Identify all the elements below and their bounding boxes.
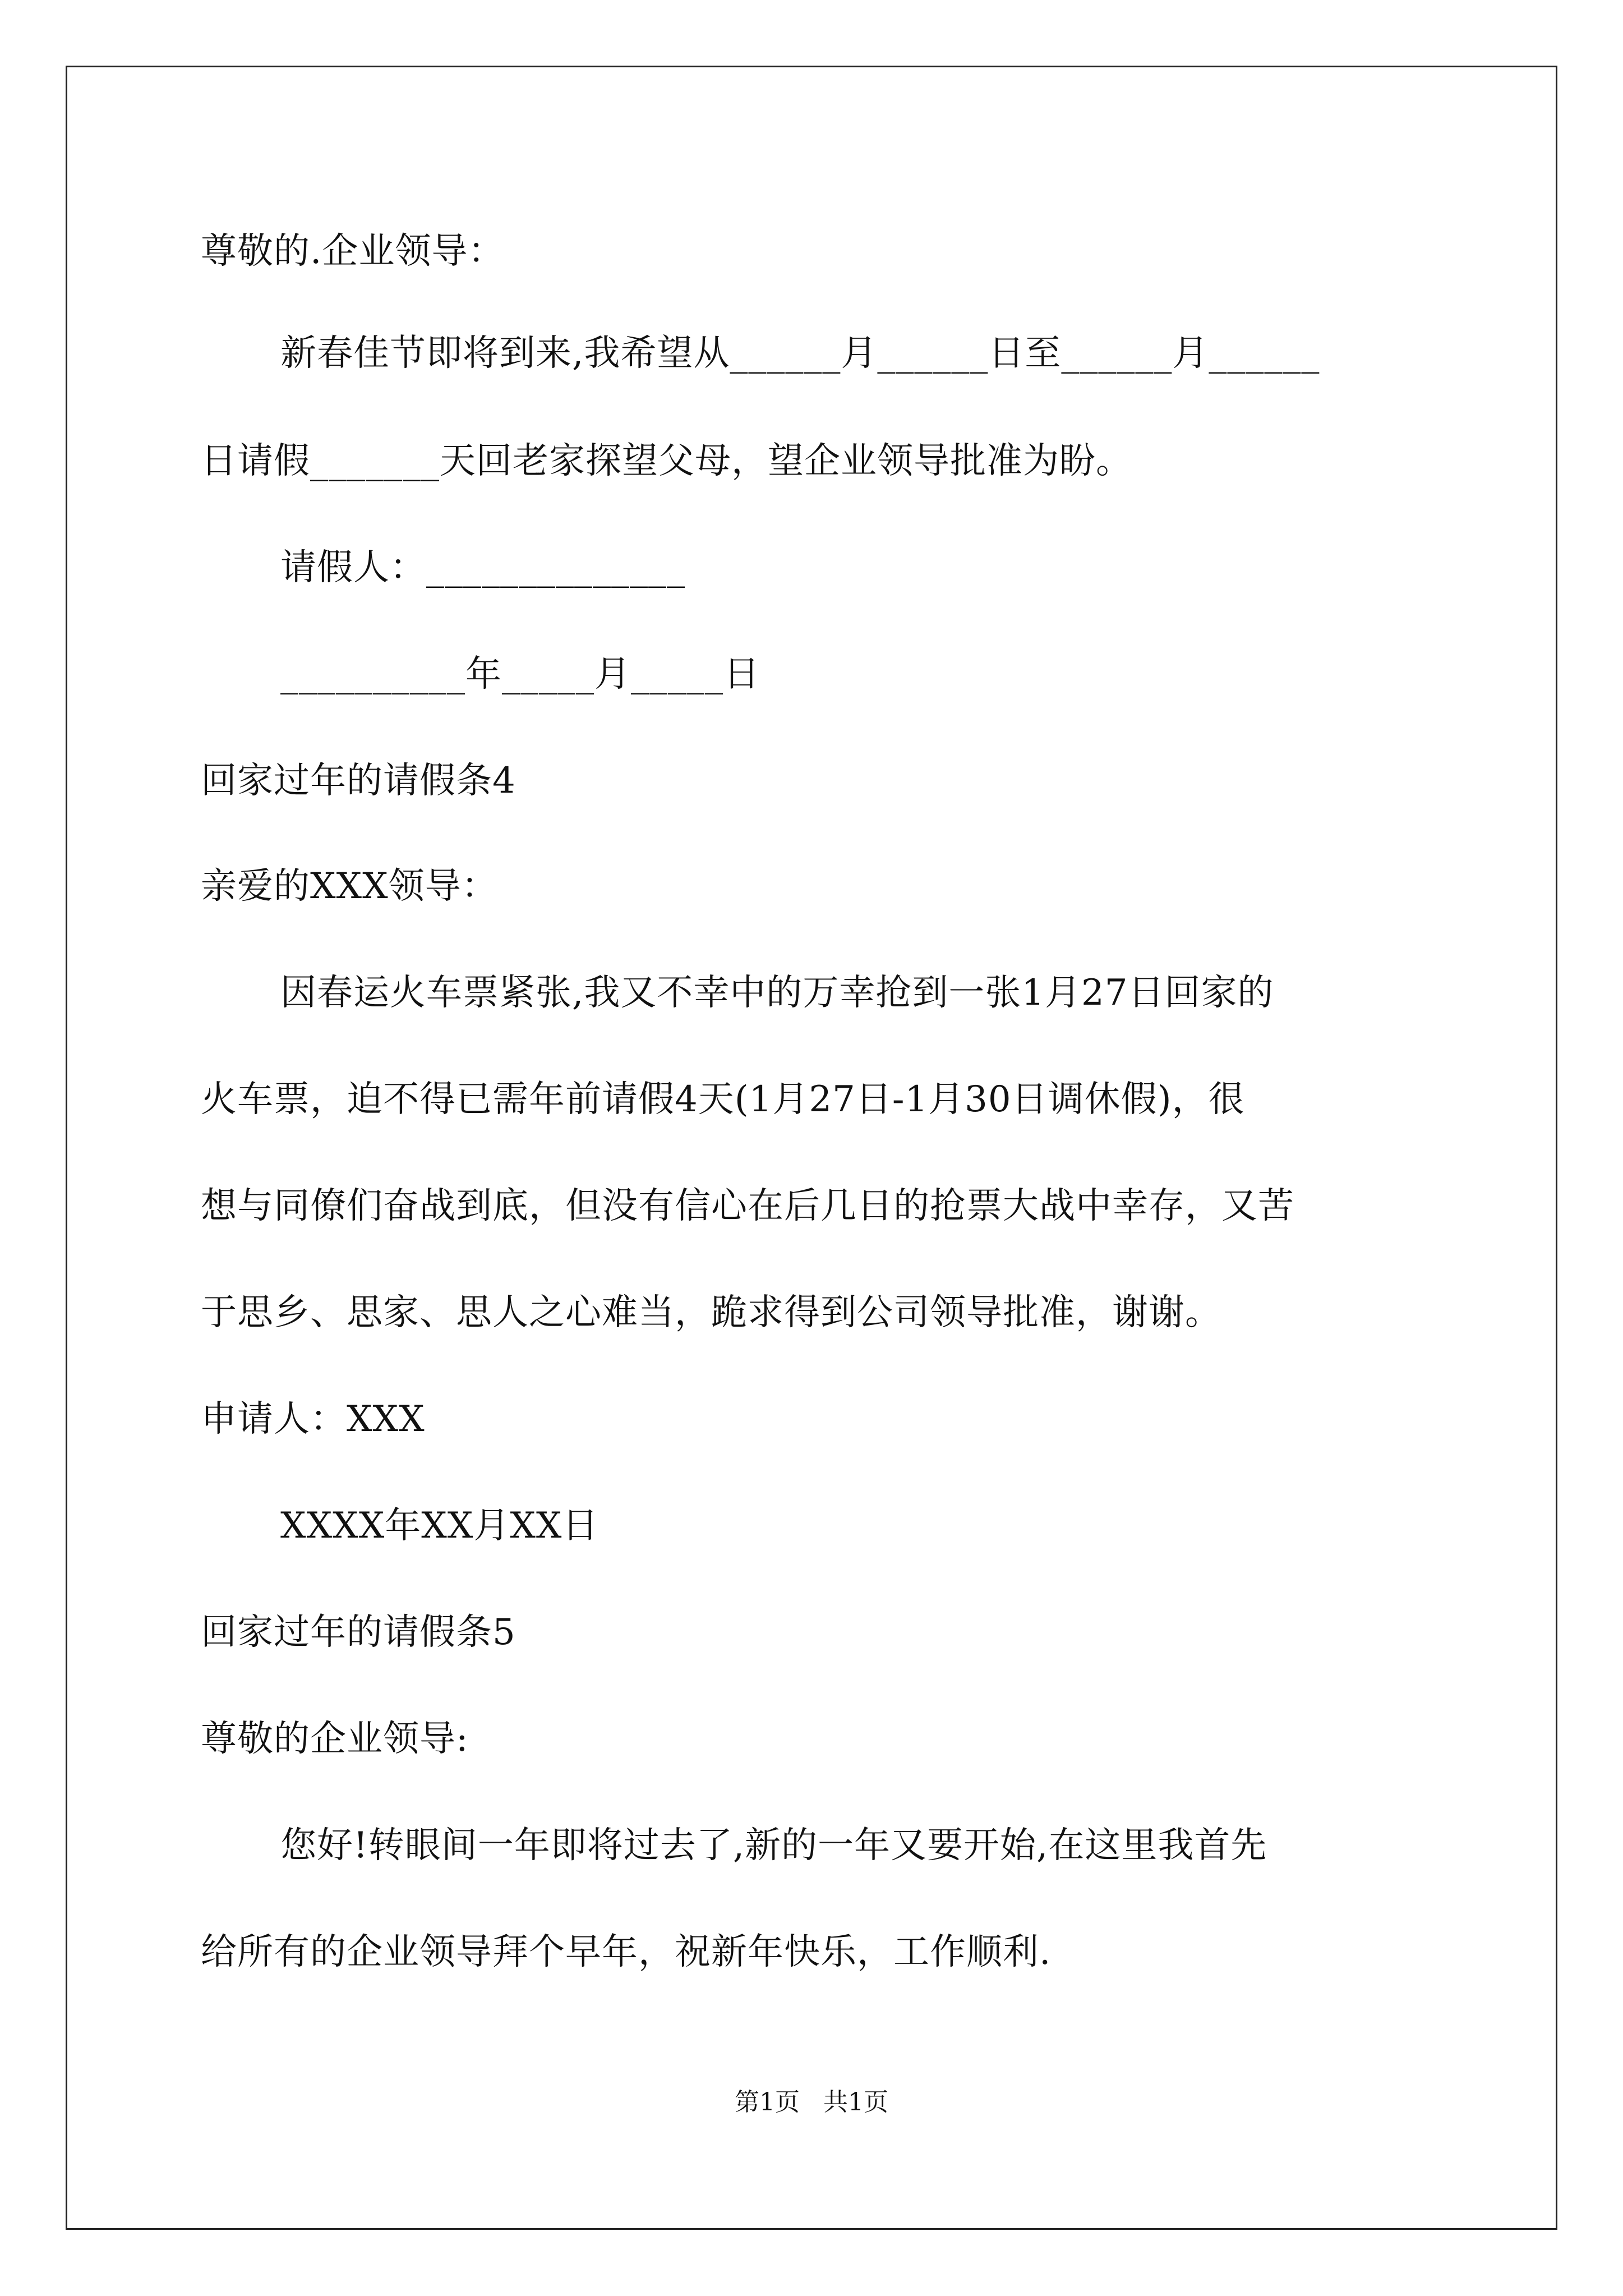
- applicant-line-2: 申请人：XXX: [201, 1398, 425, 1440]
- page-border: [66, 66, 1557, 2230]
- date-line-1: __________年_____月_____日: [280, 654, 760, 695]
- body-line-1: 新春佳节即将到来,我希望从______月______日至______月______: [280, 333, 1320, 374]
- salutation-3: 尊敬的企业领导:: [201, 1718, 469, 1760]
- body-line-2: 日请假_______天回老家探望父母，望企业领导批准为盼。: [201, 440, 1132, 482]
- body-line-6: 于思乡、思家、思人之心难当，跪求得到公司领导批准，谢谢。: [201, 1292, 1221, 1333]
- page-footer: 第1页 共1页: [735, 2088, 888, 2116]
- body-line-3: 因春运火车票紧张,我又不幸中的万幸抢到一张1月27日回家的: [280, 972, 1274, 1014]
- salutation-1: 尊敬的.企业领导：: [201, 231, 505, 272]
- applicant-line-1: 请假人：______________: [280, 547, 685, 588]
- salutation-2: 亲爱的XXX领导：: [201, 866, 498, 907]
- body-line-7: 您好!转眼间一年即将过去了,新的一年又要开始,在这里我首先: [280, 1825, 1267, 1866]
- section-heading-5: 回家过年的请假条5: [201, 1612, 516, 1653]
- section-heading-4: 回家过年的请假条4: [201, 760, 516, 802]
- body-line-4: 火车票，迫不得已需年前请假4天(1月27日-1月30日调休假)，很: [201, 1079, 1245, 1120]
- date-line-2: XXXX年XX月XX日: [280, 1505, 599, 1547]
- body-line-8: 给所有的企业领导拜个早年，祝新年快乐，工作顺利.: [201, 1931, 1052, 1973]
- body-line-5: 想与同僚们奋战到底，但没有信心在后几日的抢票大战中幸存，又苦: [201, 1185, 1294, 1227]
